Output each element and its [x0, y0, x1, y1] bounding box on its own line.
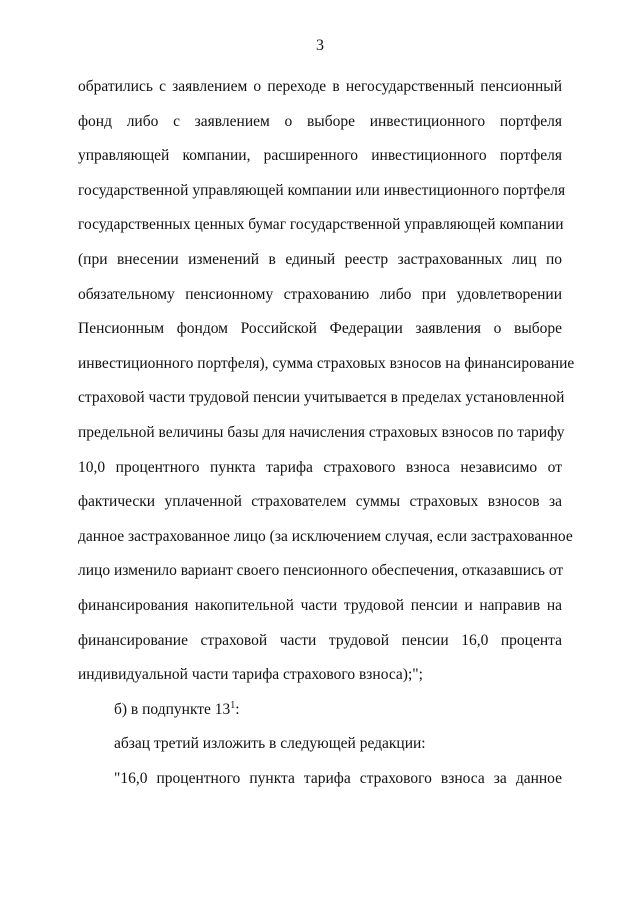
paragraph-line: финансирование страховой части трудовой пенсии 16,0 процента: [78, 631, 562, 649]
paragraph-line: фактически уплаченной страхователем суммы страховых взносов за: [78, 493, 562, 511]
subpoint-suffix: :: [235, 700, 240, 718]
quote-line: "16,0 процентного пункта тарифа страхового взноса за данное: [114, 769, 562, 787]
paragraph-line: фонд либо с заявлением о выборе инвестиционного портфеля: [78, 112, 562, 130]
paragraph-line: (при внесении изменений в единый реестр застрахованных лиц по: [78, 250, 562, 268]
subpoint-heading: [78, 693, 562, 728]
document-body: [78, 70, 575, 796]
paragraph-line: индивидуальной части тарифа страхового взноса);";: [78, 666, 423, 684]
subpoint-prefix: б) в подпункте 13: [114, 700, 231, 718]
paragraph-line: управляющей компании, расширенного инвестиционного портфеля: [78, 147, 562, 165]
instruction-line: абзац третий изложить в следующей редакции:: [114, 735, 426, 753]
subpoint-superscript: 1: [230, 699, 236, 711]
page-number: 3: [316, 37, 324, 54]
paragraph-line: лицо изменило вариант своего пенсионного обеспечения, отказавшись от: [78, 562, 564, 580]
paragraph-line: обратились с заявлением о переходе в негосударственный пенсионный: [78, 78, 562, 95]
paragraph-line: страховой части трудовой пенсии учитывается в пределах установленной: [78, 389, 565, 407]
paragraph-line: государственной управляющей компании или инвестиционного портфеля: [78, 181, 566, 199]
paragraph-line: государственных ценных бумаг государственной управляющей компании: [78, 216, 564, 234]
paragraph-line: финансирования накопительной части трудовой пенсии и направив на: [78, 596, 562, 614]
paragraph-line: предельной величины базы для начисления страховых взносов по тарифу: [78, 423, 565, 441]
paragraph-line: инвестиционного портфеля), сумма страховых взносов на финансирование: [78, 354, 575, 372]
paragraph-line: данное застрахованное лицо (за исключением случая, если застрахованное: [78, 527, 573, 545]
paragraph-line: 10,0 процентного пункта тарифа страхового взноса независимо от: [78, 458, 562, 476]
paragraph-line: Пенсионным фондом Российской Федерации заявления о выборе: [78, 320, 562, 338]
paragraph-line: обязательному пенсионному страхованию либо при удовлетворении: [78, 285, 562, 303]
